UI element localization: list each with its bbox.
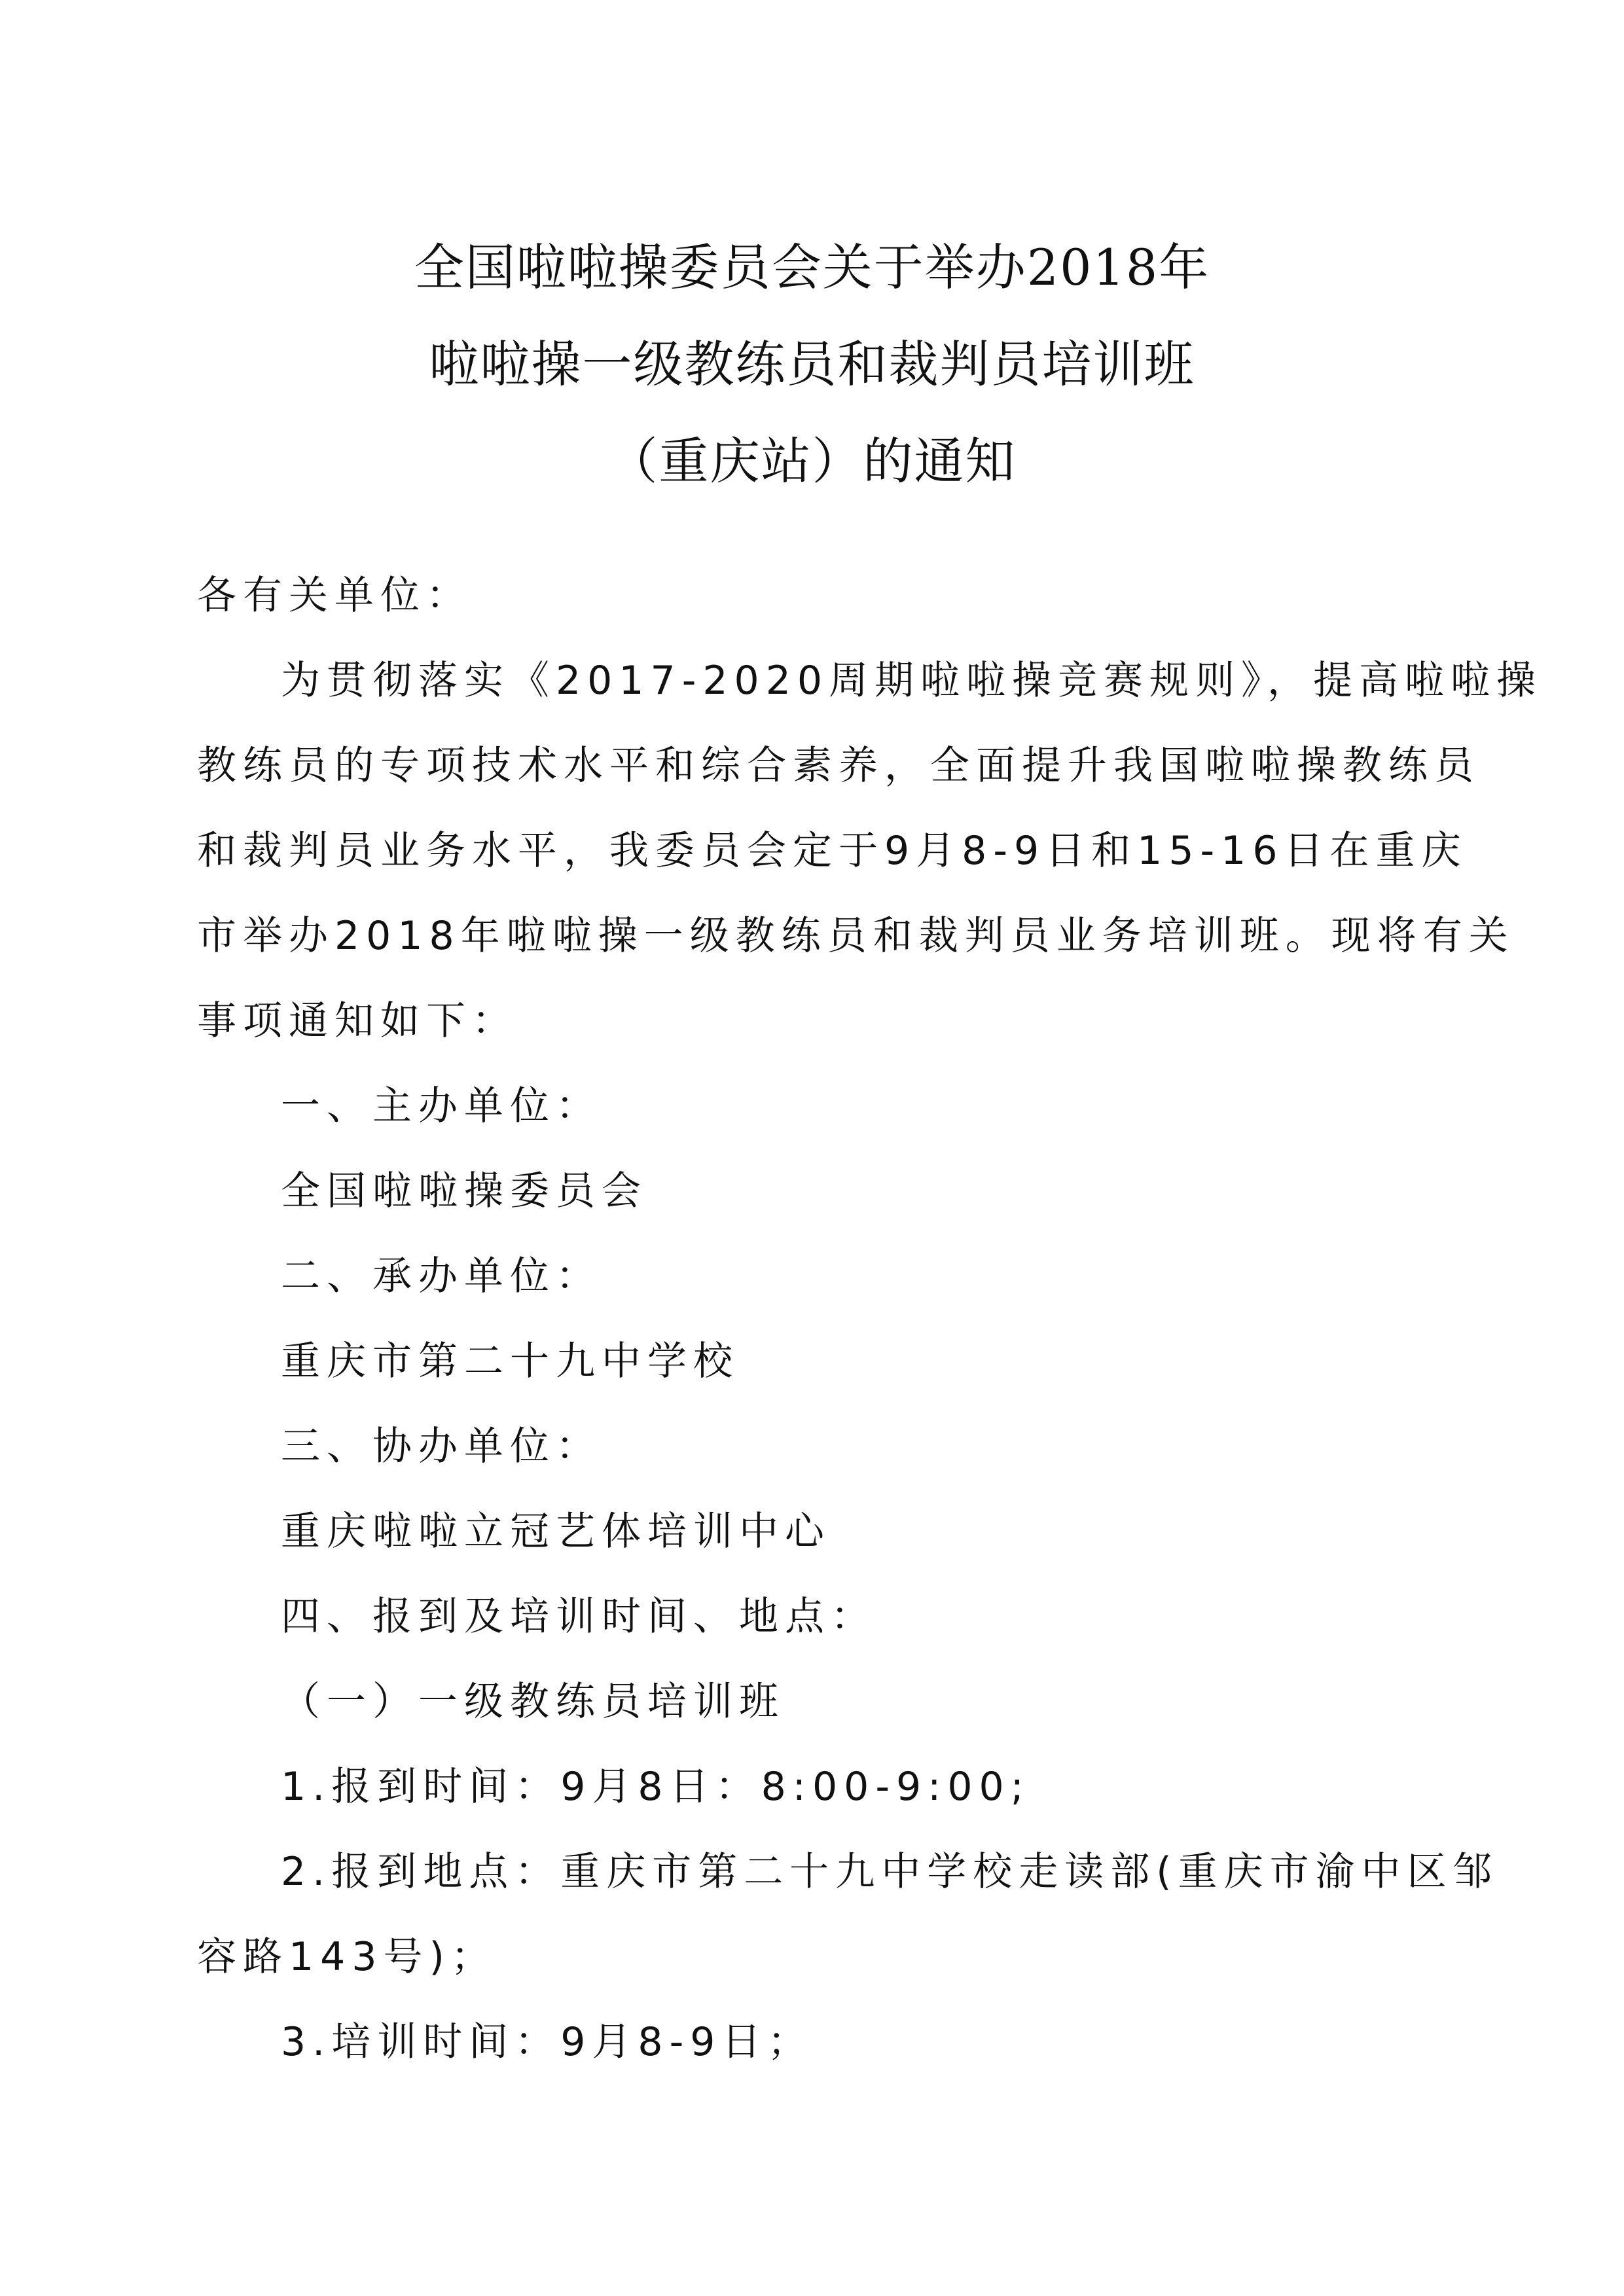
item-1-report-time: 1.报到时间：9月8日：8:00-9:00; — [281, 1764, 1030, 1810]
section-2-value: 重庆市第二十九中学校 — [281, 1338, 739, 1384]
intro-line-4: 市举办2018年啦啦操一级教练员和裁判员业务培训班。现将有关 — [197, 913, 1515, 959]
item-2-report-location-cont: 容路143号)； — [197, 1934, 497, 1980]
intro-line-5: 事项通知如下： — [197, 998, 518, 1044]
section-3-heading: 三、协办单位： — [281, 1424, 602, 1469]
item-2-report-location: 2.报到地点：重庆市第二十九中学校走读部(重庆市渝中区邹 — [281, 1849, 1499, 1895]
section-4-heading: 四、报到及培训时间、地点： — [281, 1594, 876, 1640]
section-1-value: 全国啦啦操委员会 — [281, 1168, 647, 1214]
document-title — [0, 219, 1624, 510]
title-line-2: 啦啦操一级教练员和裁判员培训班 — [429, 335, 1195, 393]
section-3-value: 重庆啦啦立冠艺体培训中心 — [281, 1509, 831, 1554]
intro-line-1: 为贯彻落实《2017-2020周期啦啦操竞赛规则》，提高啦啦操 — [281, 658, 1543, 704]
section-4-subheading: （一）一级教练员培训班 — [281, 1679, 785, 1725]
intro-line-3: 和裁判员业务水平，我委员会定于9月8-9日和15-16日在重庆 — [197, 828, 1468, 874]
section-2-heading: 二、承办单位： — [281, 1253, 602, 1299]
intro-line-2: 教练员的专项技术水平和综合素养，全面提升我国啦啦操教练员 — [197, 743, 1480, 789]
item-3-training-time: 3.培训时间：9月8-9日； — [281, 2019, 814, 2065]
title-line-1: 全国啦啦操委员会关于举办2018年 — [414, 238, 1210, 296]
document-body — [197, 553, 1543, 2085]
title-line-3: （重庆站）的通知 — [607, 432, 1017, 490]
section-1-heading: 一、主办单位： — [281, 1083, 602, 1129]
salutation: 各有关单位： — [197, 573, 472, 619]
